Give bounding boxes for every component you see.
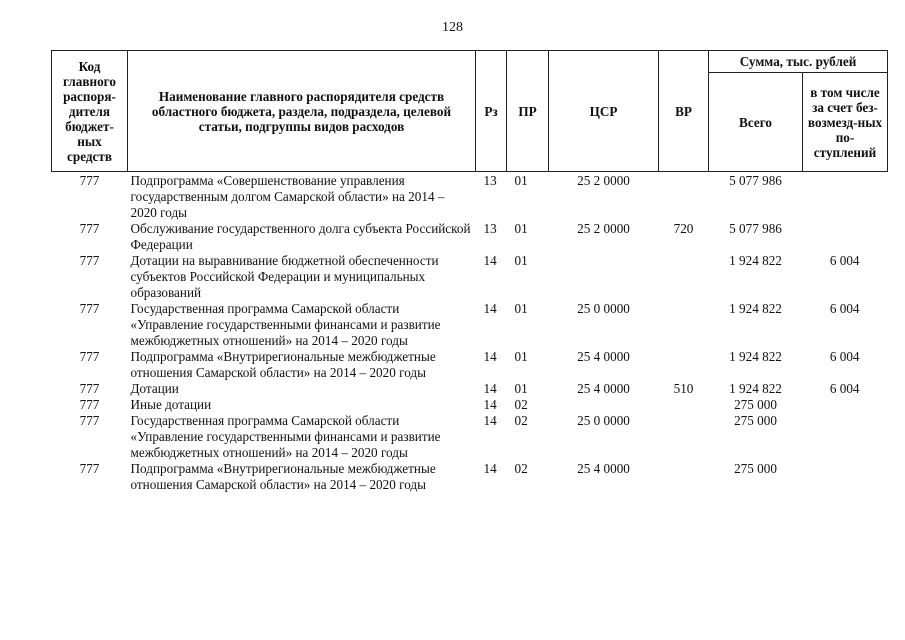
cell-code: 777 [79, 461, 100, 476]
cell-pr: 01 [514, 221, 528, 236]
cell-bv: 6 004 [829, 349, 860, 364]
cell-vr [659, 413, 709, 461]
cell-rz: 13 [483, 173, 497, 188]
cell-rz: 14 [483, 301, 497, 316]
cell-bv [803, 221, 888, 253]
cell-total: 1 924 822 [729, 381, 782, 396]
cell-rz: 14 [483, 349, 497, 364]
cell-csr [549, 253, 659, 301]
header-total: Всего [709, 73, 803, 172]
table-row [52, 413, 888, 461]
header-pr: ПР [507, 51, 549, 172]
table-row [52, 221, 888, 253]
cell-code: 777 [79, 301, 100, 316]
cell-bv [803, 397, 888, 413]
cell-vr [659, 349, 709, 381]
cell-vr [659, 301, 709, 349]
cell-pr: 01 [514, 301, 528, 316]
header-bv: в том числе за счет без-возмезд-ных по-ступлений [803, 73, 888, 172]
cell-csr: 25 2 0000 [577, 221, 630, 236]
cell-pr: 01 [514, 349, 528, 364]
cell-name: Дотации [130, 381, 179, 396]
cell-code: 777 [79, 381, 100, 396]
cell-name: Подпрограмма «Внутрирегиональные межбюджетные отношения Самарской области» на 2014 – 2020 годы [130, 349, 436, 380]
cell-vr [659, 397, 709, 413]
cell-csr: 25 4 0000 [577, 349, 630, 364]
cell-rz: 14 [483, 413, 497, 428]
header-name: Наименование главного распорядителя средств областного бюджета, раздела, подраздела, целевой статьи, подгруппы видов расходов [128, 51, 476, 172]
header-sum-group: Сумма, тыс. рублей [709, 51, 888, 73]
cell-pr: 02 [514, 397, 528, 412]
cell-name: Дотации на выравнивание бюджетной обеспеченности субъектов Российской Федерации и муниципальных образований [130, 253, 439, 300]
cell-bv [803, 413, 888, 461]
cell-rz: 13 [483, 221, 497, 236]
cell-bv: 6 004 [829, 381, 860, 396]
table-row [52, 397, 888, 413]
cell-code: 777 [79, 253, 100, 268]
cell-rz: 14 [483, 461, 497, 476]
cell-pr: 02 [514, 413, 528, 428]
cell-pr: 01 [514, 381, 528, 396]
cell-total: 5 077 986 [729, 221, 782, 236]
cell-vr [659, 172, 709, 222]
cell-rz: 14 [483, 253, 497, 268]
cell-total: 1 924 822 [729, 301, 782, 316]
cell-bv [803, 461, 888, 493]
cell-bv: 6 004 [829, 301, 860, 316]
cell-code: 777 [79, 221, 100, 236]
page-number: 128 [442, 20, 463, 35]
cell-csr: 25 2 0000 [577, 173, 630, 188]
cell-bv: 6 004 [829, 253, 860, 268]
budget-table [51, 50, 888, 493]
cell-csr: 25 0 0000 [577, 301, 630, 316]
cell-vr: 510 [673, 381, 694, 396]
cell-total: 275 000 [734, 397, 777, 412]
cell-name: Подпрограмма «Совершенствование управления государственным долгом Самарской области» на 2014 – 2020 годы [130, 173, 445, 220]
cell-csr: 25 0 0000 [577, 413, 630, 428]
header-csr: ЦСР [549, 51, 659, 172]
cell-csr [549, 397, 659, 413]
cell-vr [659, 461, 709, 493]
cell-bv [803, 172, 888, 222]
table-row [52, 381, 888, 397]
table-row [52, 253, 888, 301]
header-rz: Рз [476, 51, 507, 172]
cell-name: Обслуживание государственного долга субъекта Российской Федерации [130, 221, 471, 252]
cell-total: 5 077 986 [729, 173, 782, 188]
cell-csr: 25 4 0000 [577, 381, 630, 396]
table-row [52, 172, 888, 222]
cell-pr: 01 [514, 173, 528, 188]
cell-pr: 01 [514, 253, 528, 268]
cell-rz: 14 [483, 397, 497, 412]
cell-csr: 25 4 0000 [577, 461, 630, 476]
cell-code: 777 [79, 413, 100, 428]
header-vr: ВР [659, 51, 709, 172]
cell-name: Иные дотации [130, 397, 212, 412]
cell-name: Подпрограмма «Внутрирегиональные межбюджетные отношения Самарской области» на 2014 – 2020 годы [130, 461, 436, 492]
cell-name: Государственная программа Самарской области «Управление государственными финансами и развитие межбюджетных отношений» на 2014 – 2020 годы [130, 301, 441, 348]
cell-total: 1 924 822 [729, 349, 782, 364]
cell-code: 777 [79, 173, 100, 188]
cell-total: 275 000 [734, 461, 777, 476]
table-row [52, 349, 888, 381]
table-row [52, 301, 888, 349]
cell-pr: 02 [514, 461, 528, 476]
cell-code: 777 [79, 397, 100, 412]
cell-name: Государственная программа Самарской области «Управление государственными финансами и развитие межбюджетных отношений» на 2014 – 2020 годы [130, 413, 441, 460]
cell-total: 275 000 [734, 413, 777, 428]
header-code: Код главного распоря-дителя бюджет-ных средств [52, 51, 128, 172]
cell-rz: 14 [483, 381, 497, 396]
cell-total: 1 924 822 [729, 253, 782, 268]
cell-vr: 720 [673, 221, 694, 236]
cell-code: 777 [79, 349, 100, 364]
cell-vr [659, 253, 709, 301]
table-row [52, 461, 888, 493]
